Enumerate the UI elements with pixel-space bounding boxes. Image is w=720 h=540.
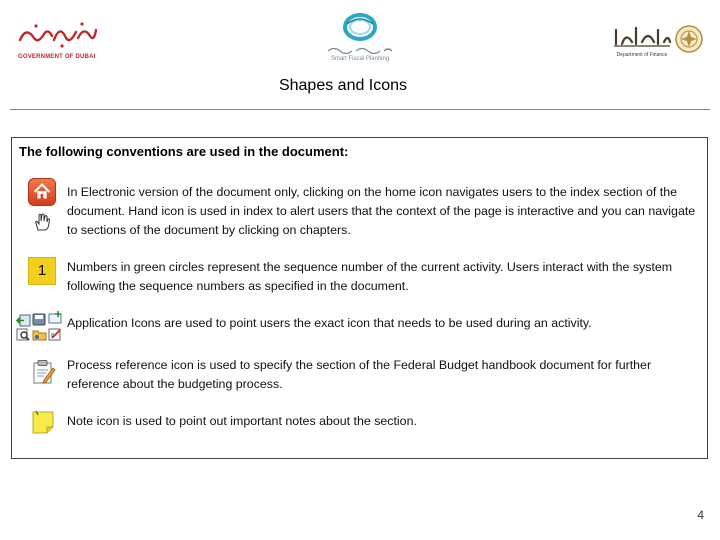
open-folder-app-icon (32, 328, 47, 341)
page-number: 4 (697, 508, 704, 522)
convention-row-note (12, 408, 707, 442)
conventions-intro: The following conventions are used in the document: (19, 144, 349, 159)
convention-text-number: Numbers in green circles represent the sequence number of the current activity. Users interact with the system following the sequence numbers as specified in the document. (67, 260, 673, 293)
exit-app-icon (16, 314, 31, 327)
header-divider (10, 109, 710, 110)
convention-row-home (12, 178, 707, 238)
finance-arabic-calligraphy-icon (612, 22, 672, 50)
convention-row-process (12, 354, 707, 394)
convention-row-number (12, 256, 707, 296)
note-icon (30, 409, 56, 435)
conventions-box (11, 137, 708, 459)
fiscal-arabic-text-icon (326, 44, 394, 54)
fiscal-ring-icon (342, 12, 378, 42)
convention-row-app-icons (12, 308, 707, 342)
insert-app-icon (48, 311, 63, 324)
convention-text-note: Note icon is used to point out important notes about the section. (67, 414, 417, 428)
department-of-finance-logo (612, 22, 704, 62)
convention-text-app-icons: Application Icons are used to point users the exact icon that needs to be used during an activity. (67, 316, 592, 330)
finance-seal-icon (674, 24, 704, 54)
sequence-number-box: 1 (28, 257, 56, 285)
search-app-icon (16, 328, 31, 341)
edit-app-icon (48, 328, 63, 341)
home-icon[interactable] (28, 178, 56, 206)
dubai-logo-text: GOVERNMENT OF DUBAI (18, 54, 96, 60)
save-app-icon (32, 313, 47, 326)
process-reference-icon (32, 359, 56, 385)
finance-logo-text: Department of Finance (616, 52, 668, 58)
convention-text-process: Process reference icon is used to specify the section of the Federal Budget handbook document for further reference about the budgeting process. (67, 358, 652, 391)
hand-icon (32, 212, 52, 232)
dubai-arabic-calligraphy-icon (16, 20, 98, 50)
smart-fiscal-planning-logo (318, 12, 402, 68)
convention-text-home: In Electronic version of the document only, clicking on the home icon navigates users to the index section of the document. Hand icon is used in index to alert users that the context of the page is interactive and you can navigate to sections of the document by clicking on chapters. (67, 185, 696, 237)
government-of-dubai-logo (16, 20, 98, 66)
fiscal-logo-text: Smart Fiscal Planning (330, 56, 390, 62)
page-title: Shapes and Icons (278, 77, 408, 94)
